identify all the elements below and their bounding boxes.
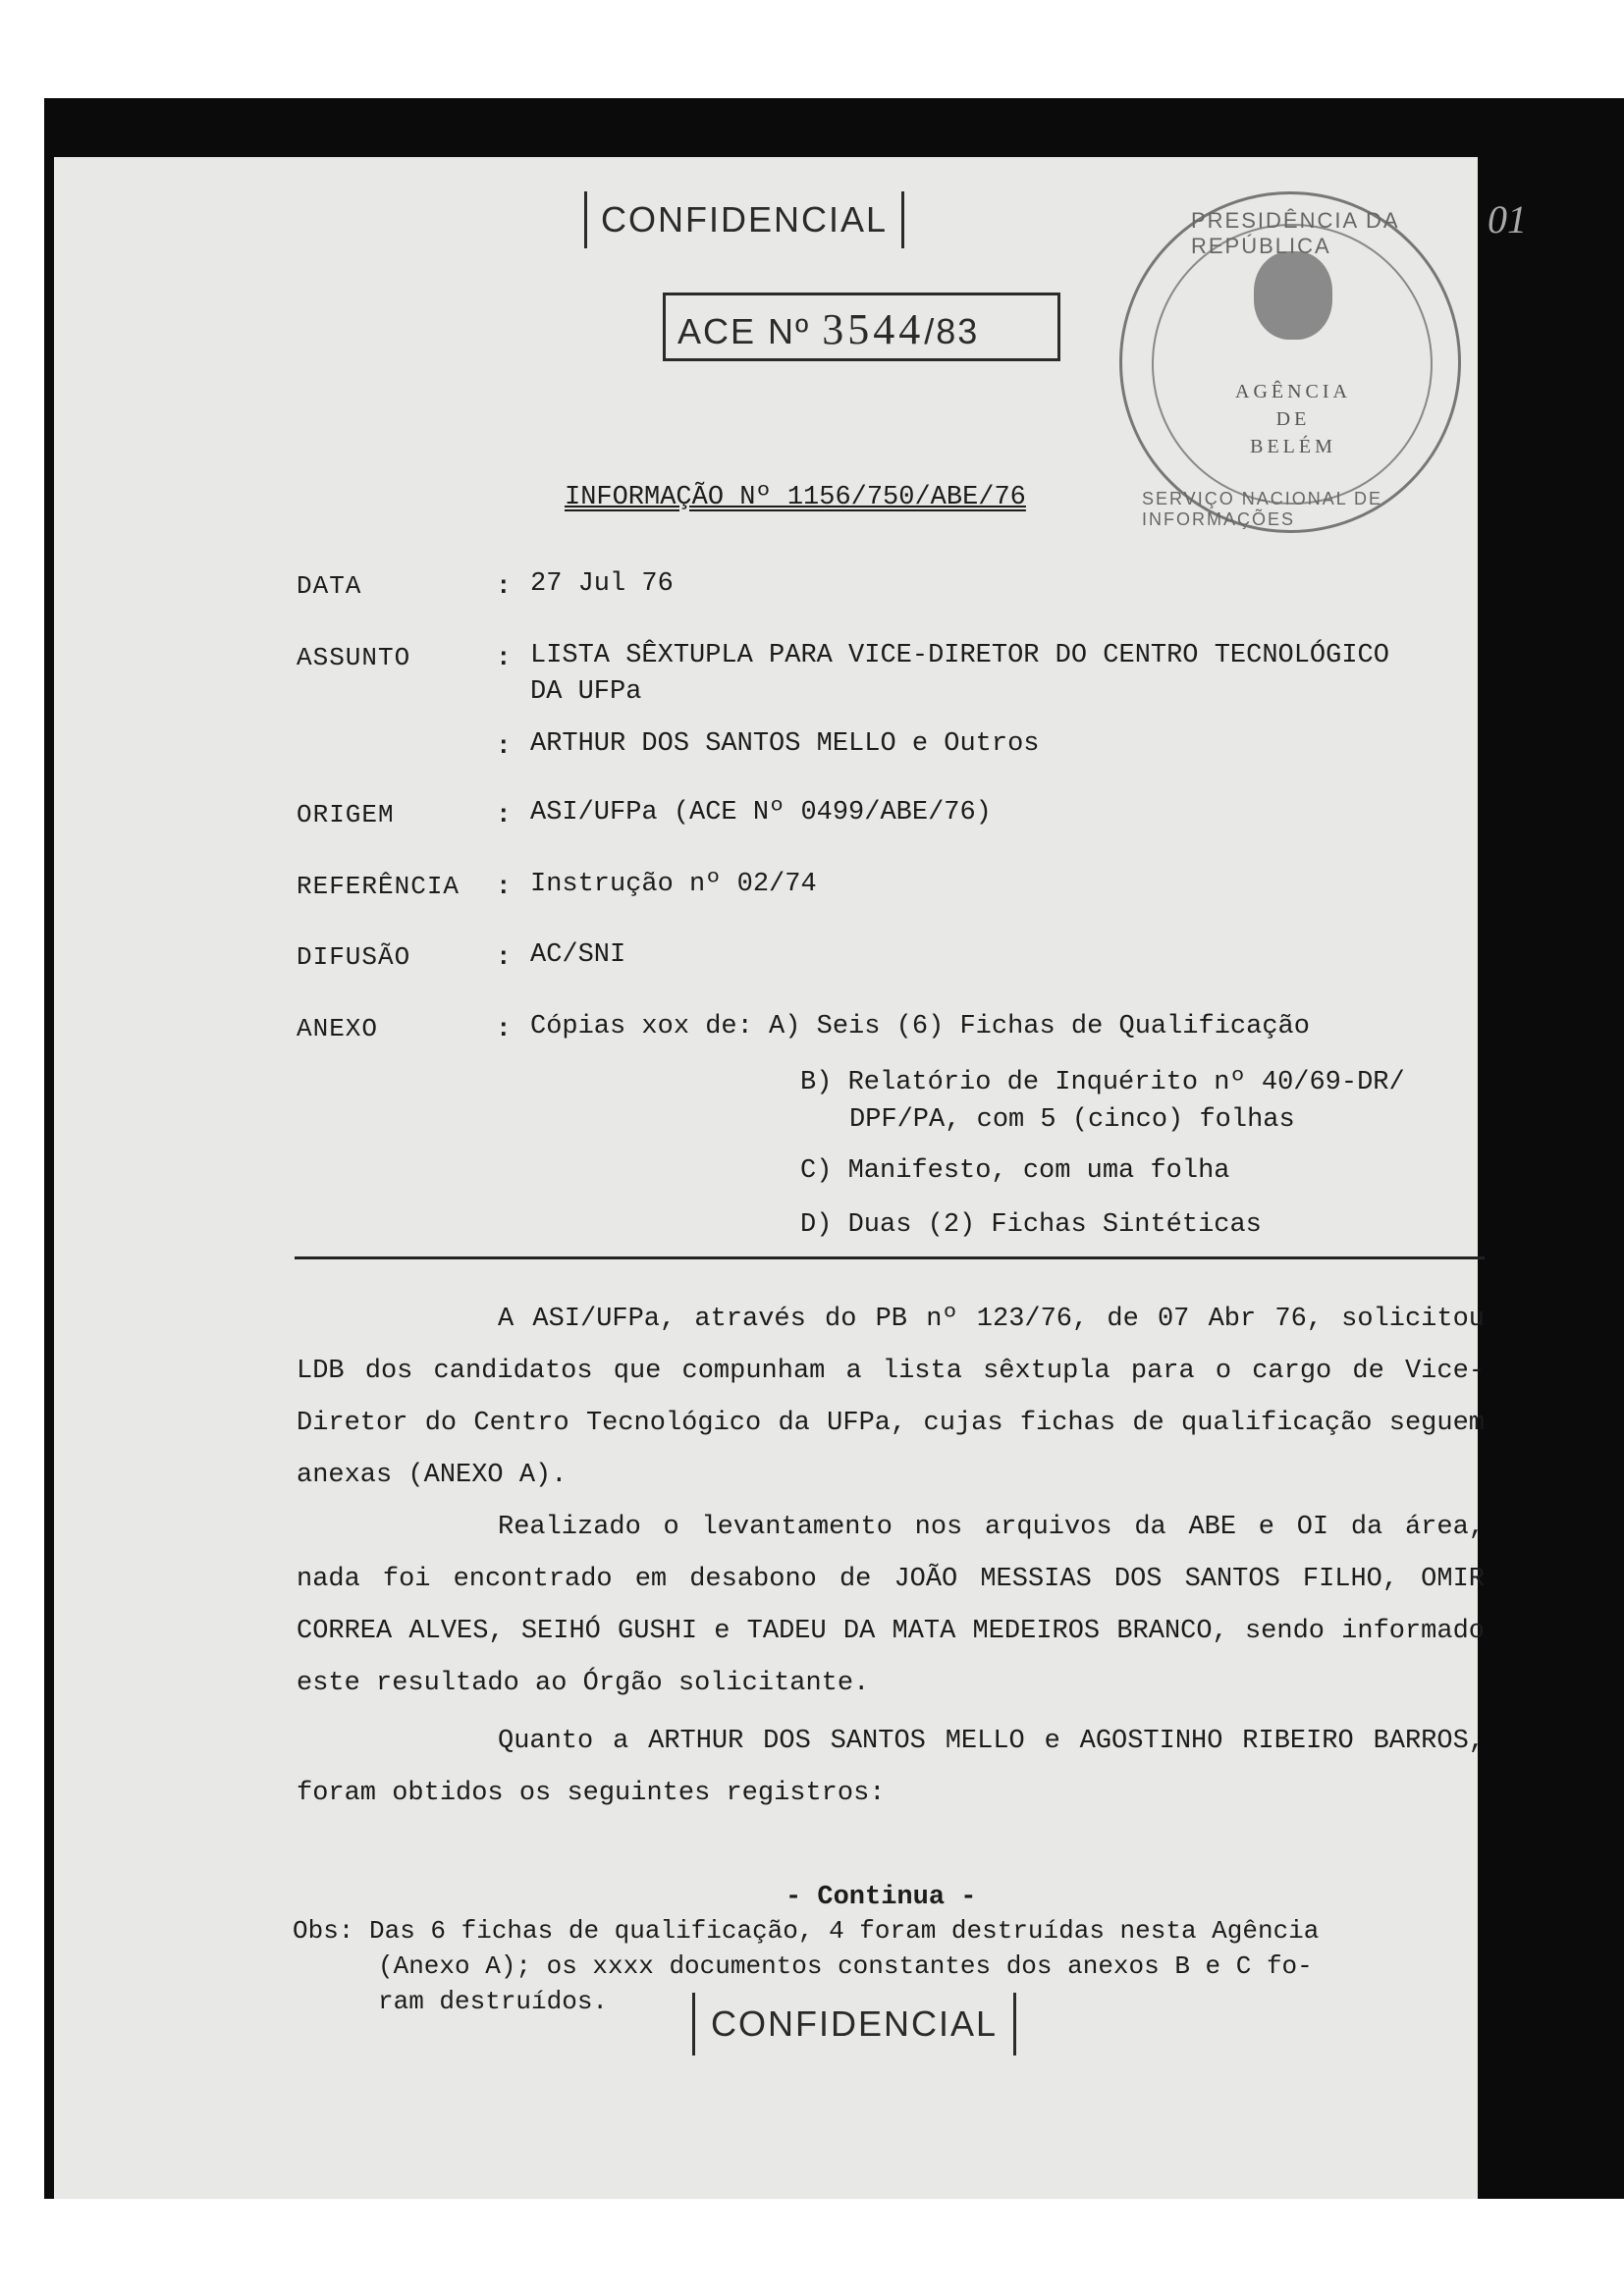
field-colon: : — [496, 731, 512, 761]
field-colon: : — [496, 800, 512, 829]
field-label-data: DATA — [297, 571, 362, 601]
document-title: INFORMAÇÃO Nº 1156/750/ABE/76 — [565, 483, 1026, 512]
section-divider — [295, 1256, 1485, 1259]
ace-prefix: ACE Nº — [677, 311, 811, 351]
continua-note: - Continua - — [785, 1883, 977, 1912]
field-value-assunto-cont: DA UFPa — [530, 677, 642, 707]
field-value-assunto-names: ARTHUR DOS SANTOS MELLO e Outros — [530, 729, 1040, 759]
seal-ring-text: SERVIÇO NACIONAL DE INFORMAÇÕES — [1142, 489, 1383, 529]
ace-number: 3544 — [822, 305, 925, 353]
field-value-data: 27 Jul 76 — [530, 569, 674, 599]
body-paragraph-3: Quanto a ARTHUR DOS SANTOS MELLO e AGOSTINHO RIBEIRO BARROS, foram obtidos os seguintes registros: — [297, 1727, 1485, 1808]
field-colon: : — [496, 1014, 512, 1043]
field-label-origem: ORIGEM — [297, 800, 395, 829]
ace-number-stamp — [663, 293, 1060, 361]
field-label-anexo: ANEXO — [297, 1014, 379, 1043]
ace-suffix: /83 — [924, 311, 980, 351]
classification-stamp-top: CONFIDENCIAL — [584, 191, 904, 248]
body-paragraph-2: Realizado o levantamento nos arquivos da ABE e OI da área, nada foi encontrado em desabono de JOÃO MESSIAS DOS SANTOS FILHO, OMIR CORREA ALVES, SEIHÓ GUSHI e TADEU DA MATA MEDEIROS BRANCO, sendo informado este resultado ao Órgão solicitante. — [297, 1513, 1485, 1698]
obs-line-1: Obs: Das 6 fichas de qualificação, 4 foram destruídas nesta Agência — [293, 1916, 1320, 1946]
coat-of-arms-icon — [1254, 251, 1332, 340]
field-colon: : — [496, 872, 512, 901]
field-value-origem: ASI/UFPa (ACE Nº 0499/ABE/76) — [530, 798, 992, 828]
field-value-referencia: Instrução nº 02/74 — [530, 870, 817, 899]
seal-line-1: AGÊNCIA — [1235, 381, 1351, 402]
body-paragraph-1: A ASI/UFPa, através do PB nº 123/76, de 07 Abr 76, solicitou LDB dos candidatos que compunham a lista sêxtupla para o cargo de Vice-Diretor do Centro Tecnológico da UFPa, cujas fichas de qualificação seguem anexas (ANEXO A). — [297, 1305, 1485, 1490]
seal-line-2: DE — [1275, 408, 1311, 430]
field-label-difusao: DIFUSÃO — [297, 942, 411, 972]
obs-line-3: ram destruídos. — [378, 1987, 609, 2016]
field-label-referencia: REFERÊNCIA — [297, 872, 460, 901]
annex-item-c: C) Manifesto, com uma folha — [800, 1156, 1230, 1186]
annex-item-d: D) Duas (2) Fichas Sintéticas — [800, 1210, 1262, 1240]
field-colon: : — [496, 643, 512, 672]
field-value-anexo: Cópias xox de: A) Seis (6) Fichas de Qualificação — [530, 1012, 1310, 1041]
field-value-difusao: AC/SNI — [530, 940, 626, 970]
field-colon: : — [496, 942, 512, 972]
field-value-assunto: LISTA SÊXTUPLA PARA VICE-DIRETOR DO CENTRO TECNOLÓGICO — [530, 641, 1389, 670]
classification-stamp-bottom: CONFIDENCIAL — [692, 1993, 1016, 2056]
annex-item-b: B) Relatório de Inquérito nº 40/69-DR/ — [800, 1068, 1405, 1097]
agency-seal — [1119, 191, 1461, 533]
seal-line-3: BELÉM — [1250, 436, 1336, 457]
annex-item-b-cont: DPF/PA, com 5 (cinco) folhas — [849, 1105, 1295, 1135]
field-label-assunto: ASSUNTO — [297, 643, 411, 672]
page-number: 01 — [1488, 197, 1527, 241]
field-colon: : — [496, 571, 512, 601]
obs-line-2: (Anexo A); os xxxx documentos constantes dos anexos B e C fo- — [378, 1951, 1313, 1981]
seal-top-text: PRESIDÊNCIA DA REPÚBLICA — [1191, 208, 1399, 258]
